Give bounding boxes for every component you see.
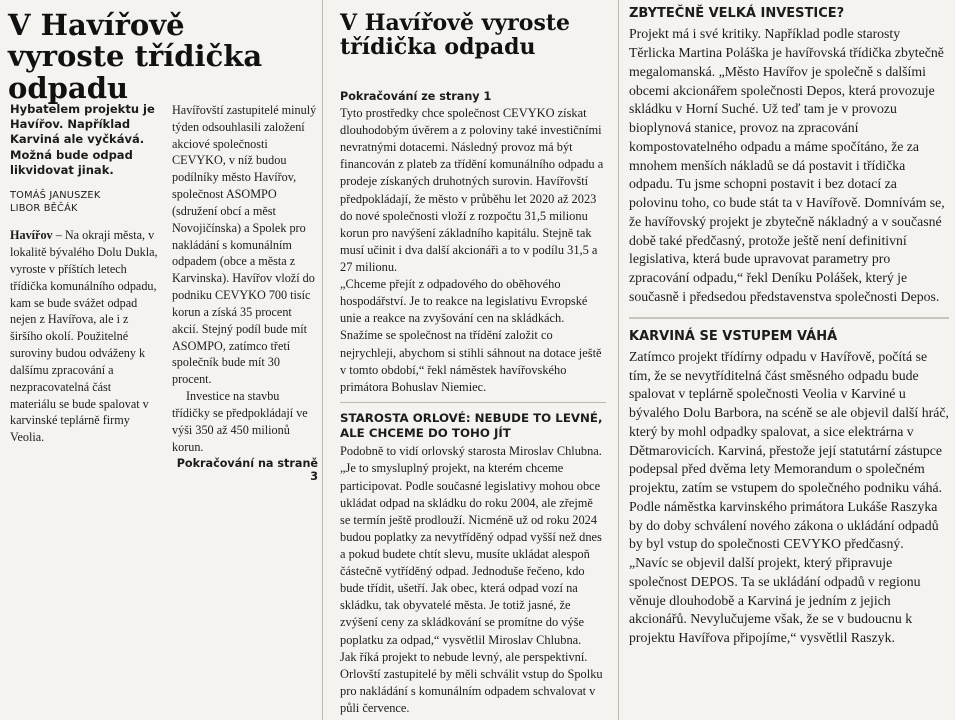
divider xyxy=(629,317,949,319)
subheading: ZBYTEČNĚ VELKÁ INVESTICE? xyxy=(629,6,845,21)
continued-from-note: Pokračování ze strany 1 xyxy=(340,90,492,103)
article-paragraph: Tyto prostředky chce společnost CEVYKO získat dlouhodobým úvěrem a z poloviny také investičními nevratnými dotacemi. Následný provoz má být financován z plateb za třídění komunálního odpadu a prodeje získaných druhotných surovin. Havířovští předpokládají, že město v průběhu let 2020 až 2023 do nové společnosti vloží z rozpočtu 31,5 milionu korun pro navýšení základního kapitálu. Stejně tak musí učinit i dva další akcionáři a to v podílu 31,5 a 27 milionu. xyxy=(340,106,604,274)
teaser-column-left xyxy=(10,102,160,446)
article-paragraph: „Chceme přejít z odpadového do oběhového hospodářství. Je to reakce na legislativu Evropské unie a reakce na zvyšování cen na skládkách. Snažíme se společnost na třídění založit co nejrychleji, abychom si stihli sáhnout na dotace ještě v tomto období,“ řekl náměstek havířovského primátora Bohuslav Niemiec. xyxy=(340,277,602,394)
article-text: – Na okraji města, v lokalitě bývalého Dolu Dukla, vyroste v příštích letech třídička komunálního odpadu, kam se bude svážet odpad nejen z Havířova, ale i z širšího okolí. Použitelné suroviny budou odváženy k dalšímu zpracování a nezpracovatelná část materiálu se bude spalovat v karvinské teplárně firmy Veolia. xyxy=(10,228,158,445)
article-paragraph: Podobně to vidí orlovský starosta Miroslav Chlubna. „Je to smysluplný projekt, na kterém chceme participovat. Podle současné legislativy mohou obce ukládat odpad na skládku do roku 2004, ale zřejmě se termín ještě prodlouží. Nicméně už od roku 2024 budou poplatky za nevytříděný odpad vyšší než dnes a pokud budete chtít slevu, musíte ukládat alespoň částečně vytříděný odpad. Jednoduše řečeno, kdo bude třídit, ušetří. Jak obec, která odpad vozí na skládku, tak obyvatelé města. Je totiž jasné, že zvýšení ceny za skládkování se promítne do výše poplatku za odpad,“ vysvětlil Miroslav Chlubna. xyxy=(340,444,602,647)
page-title: V Havířově vyroste třídička odpadu xyxy=(8,8,263,105)
subheading: STAROSTA ORLOVÉ: NEBUDE TO LEVNÉ, ALE CHCEME DO TOHO JÍT xyxy=(340,410,603,440)
author-name: LIBOR BĚČÁK xyxy=(10,202,78,214)
continued-note: Pokračování na straně 3 xyxy=(176,457,318,484)
subheading: KARVINÁ SE VSTUPEM VÁHÁ xyxy=(629,328,838,344)
continuation-column-right xyxy=(629,6,949,648)
dateline-place: Havířov xyxy=(10,228,53,243)
continuation-clipping-right xyxy=(618,0,955,720)
byline xyxy=(10,190,160,215)
article-paragraph: Zatímco projekt třídírny odpadu v Havířově, počítá se tím, že se nevytříditelná část směsného odpadu bude spalovat v teplárně společnosti Veolia v Karviné u bývalého Dolu Barbora, na scéně se ale objevil další hráč, který by mohl odpadky spalovat, a sice elektrárna v Dětmarovicích. Karviná, přestože její statutární zástupce podepsal před dvěma lety Memorandum o společném projektu, zatím se vstupem do společného podniku váhá. Podle náměstka karvinského primátora Lukáše Raszyka by do doby schválení nového zákona o ukládání odpadů by byl vstup do společnosti CEVYKO předčasný. xyxy=(629,348,949,552)
continuation-clipping xyxy=(330,0,610,720)
teaser-column-right xyxy=(172,102,318,483)
continuation-title: V Havířově vyroste třídička odpadu xyxy=(340,10,570,60)
article-paragraph: Investice na stavbu třídičky se předpokládají ve výši 350 až 450 milionů korun. xyxy=(172,389,308,454)
article-paragraph: Jak říká projekt to nebude levný, ale perspektivní. Orlovští zastupitelé by měli schválit vstup do Spolku pro nakládání s komunálním odpadem schvalovat v půli července. xyxy=(340,649,603,715)
article-paragraph: Havířovští zastupitelé minulý týden odsouhlasili založení akciové společnosti CEVYKO, v níž budou podílníky město Havířov, společnost ASOMPO (sdružení obcí a měst Novojičínska) a Spolek pro nakládání s komunálním odpadem (obce a města z Karvinska). Havířov vloží do podniku CEVYKO 700 tisíc korun a získá 35 procent akcií. Stejný podíl bude mít ASOMPO, zatímco třetí společník bude mít 30 procent. xyxy=(172,103,317,387)
divider xyxy=(340,402,606,403)
continuation-column xyxy=(340,90,606,717)
article-paragraph xyxy=(10,227,160,446)
article-paragraph: „Navíc se objevil další projekt, který připravuje společnost DEPOS. Ta se ukládání odpadů v regionu věnuje dlouhodobě a Karviná je jedním z jejich akcionářů. Nevylučujeme však, že se v budoucnu k projektu Havířova připojíme,“ vysvětlil Raszyk. xyxy=(629,555,921,645)
author-name: TOMÁŠ JANUSZEK xyxy=(10,189,101,201)
lead-paragraph: Hybatelem projektu je Havířov. Například Karviná ale vyčkává. Možná bude odpad likvidovat jinak. xyxy=(10,102,155,177)
article-paragraph: Projekt má i své kritiky. Například podle starosty Těrlicka Martina Poláška je havířovská třídička zbytečně megalomanská. „Město Havířov je společně s dalšími obcemi akcionářem společnosti Depos, která provozuje skládku v Horní Suché. Už teď tam je v provozu bioplynová stanice, provoz na zpracování kompostovatelného odpadu a máme spočítáno, že za mnohem menších nákladů se dá postavit i třídička odpadu. Tu jsme schopni postavit i bez dotací za polovinu toho, co bude stát ta v Havířově. Domnívám se, že havířovský projekt je zbytečně nákladný a v současné době také předčasný, protože ještě není definitivní legislativa, která bude upravovat parametry pro zpracování odpadu,“ řekl Deníku Polášek, který je současně i předsedou představenstva společnosti Depos. xyxy=(629,26,945,304)
front-page-clipping xyxy=(0,0,323,720)
